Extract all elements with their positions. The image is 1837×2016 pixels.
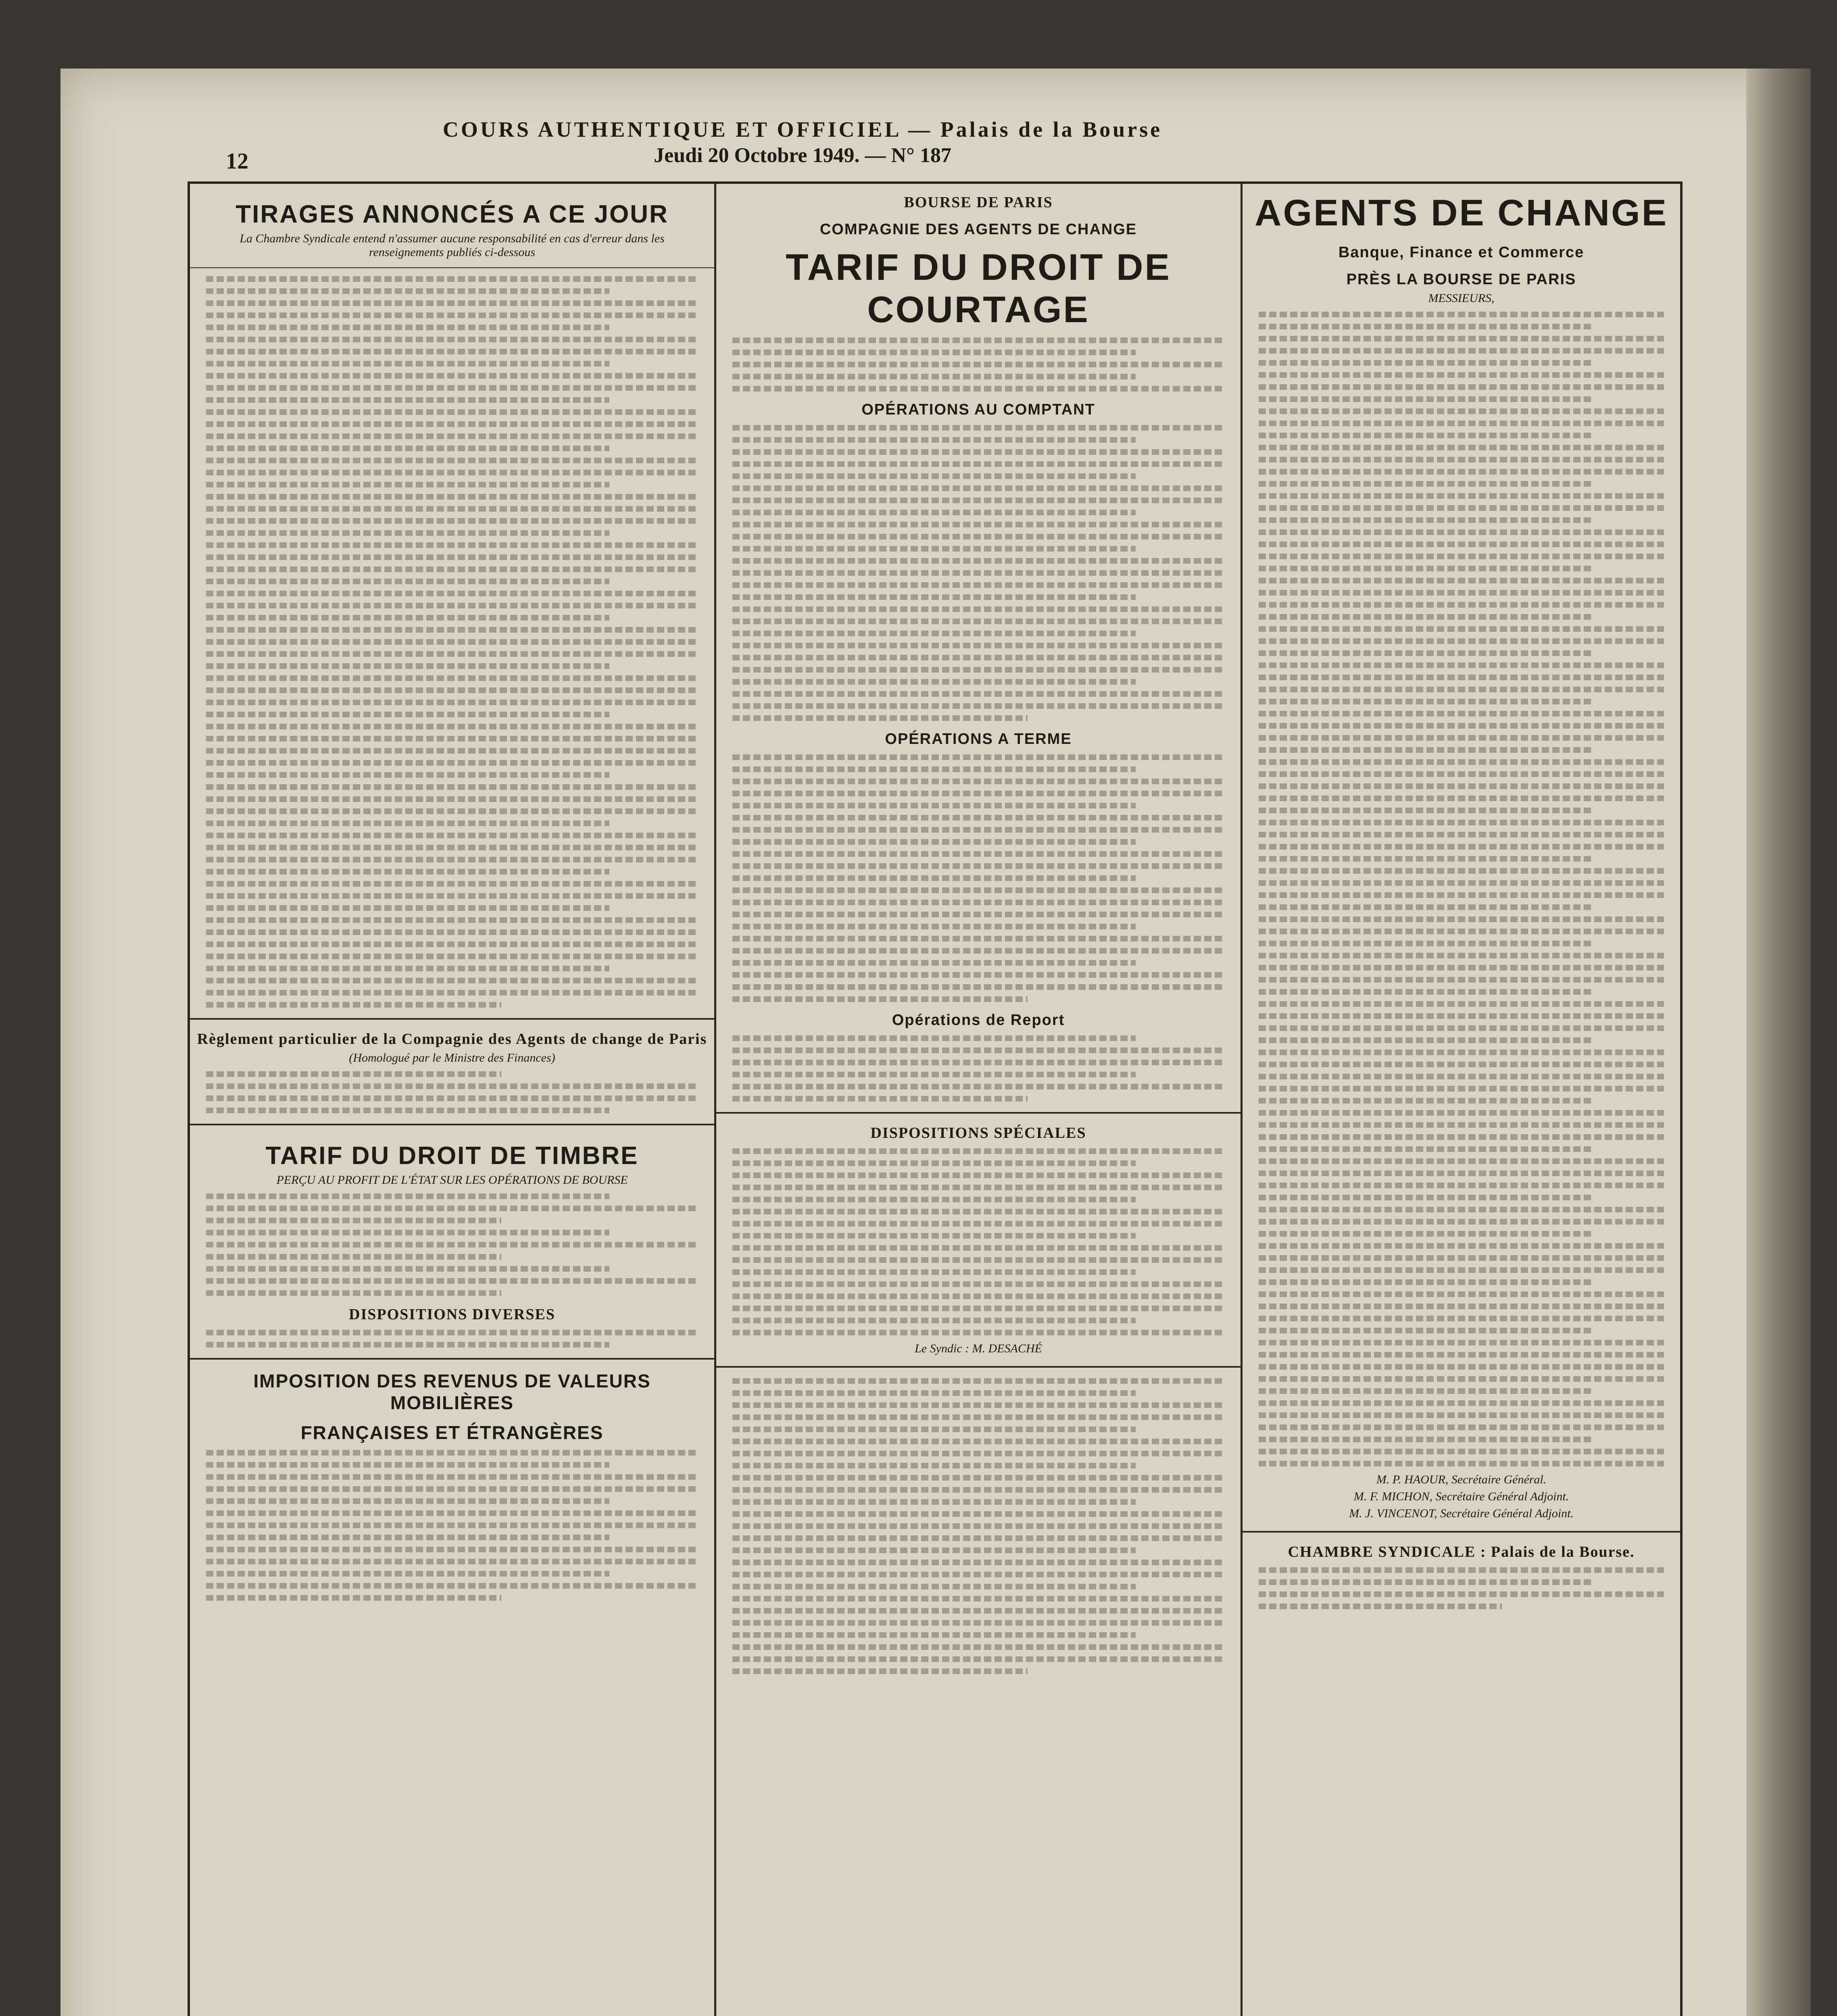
page-binding-edge [1746, 69, 1811, 2016]
imposition-title-line1: IMPOSITION DES REVENUS DE VALEURS MOBILIÈRES [253, 1370, 651, 1413]
reglement-subtitle: (Homologué par le Ministre des Finances) [349, 1051, 555, 1064]
agents-subtitle: Banque, Finance et Commerce [1338, 244, 1585, 261]
officer-adjoint-1: M. F. MICHON, Secrétaire Général Adjoint. [1353, 1490, 1569, 1503]
operations-terme-title: OPÉRATIONS A TERME [885, 731, 1072, 748]
left-column [190, 184, 716, 2016]
chambre-syndicale-placeholder [1259, 1567, 1664, 1609]
divider [190, 1124, 714, 1125]
tirages-note: La Chambre Syndicale entend n'assumer aucune responsabilité en cas d'erreur dans les renseignements publiés ci-dessous [240, 232, 665, 259]
divider [190, 1018, 714, 1020]
dispositions-diverses-title: DISPOSITIONS DIVERSES [349, 1306, 555, 1323]
courtage-title: TARIF DU DROIT DE COURTAGE [786, 247, 1171, 330]
divider [716, 1366, 1241, 1368]
agents-location: PRÈS LA BOURSE DE PARIS [1346, 271, 1576, 288]
report-text-placeholder [732, 1035, 1224, 1102]
messieurs-label: MESSIEURS, [1428, 292, 1495, 305]
bourse-title: BOURSE DE PARIS [904, 194, 1053, 211]
page-number: 12 [226, 149, 248, 174]
divider [190, 267, 714, 268]
terme-text-placeholder [732, 754, 1224, 1002]
divider [190, 1358, 714, 1360]
officer-secretaire-general: M. P. HAOUR, Secrétaire Général. [1376, 1473, 1547, 1486]
dispositions-speciales-title: DISPOSITIONS SPÉCIALES [870, 1125, 1086, 1141]
commission-text-placeholder [732, 1378, 1224, 1674]
content-frame [188, 181, 1683, 2016]
right-column [1243, 184, 1680, 2016]
syndic-signature: Le Syndic : M. DESACHÉ [915, 1342, 1042, 1355]
timbre-title: TARIF DU DROIT DE TIMBRE [265, 1142, 639, 1170]
middle-column [716, 184, 1243, 2016]
dispositions-speciales-placeholder [732, 1148, 1224, 1335]
timbre-subtitle: PERÇU AU PROFIT DE L'ÉTAT SUR LES OPÉRATIONS DE BOURSE [276, 1173, 628, 1187]
compagnie-title: COMPAGNIE DES AGENTS DE CHANGE [819, 221, 1137, 238]
operations-comptant-title: OPÉRATIONS AU COMPTANT [861, 401, 1095, 418]
imposition-text-placeholder [206, 1450, 698, 1601]
divider [1243, 1531, 1680, 1533]
courtage-intro-placeholder [732, 337, 1224, 392]
chambre-syndicale-title: CHAMBRE SYNDICALE : Palais de la Bourse. [1288, 1543, 1635, 1560]
reglement-title: Règlement particulier de la Compagnie des Agents de change de Paris [197, 1031, 707, 1048]
officer-adjoint-2: M. J. VINCENOT, Secrétaire Général Adjoint. [1349, 1507, 1574, 1520]
timbre-text-placeholder [206, 1193, 698, 1296]
masthead-date: Jeudi 20 Octobre 1949. — N° 187 [654, 144, 951, 167]
dispositions-diverses-placeholder [206, 1330, 698, 1347]
divider [716, 1112, 1241, 1114]
comptant-text-placeholder [732, 425, 1224, 721]
tirages-table-placeholder [206, 276, 698, 1008]
reglement-text-placeholder [206, 1071, 698, 1113]
tirages-title: TIRAGES ANNONCÉS A CE JOUR [236, 200, 669, 228]
masthead [218, 117, 1387, 167]
masthead-title: COURS AUTHENTIQUE ET OFFICIEL — Palais de la Bourse [442, 117, 1163, 142]
operations-report-title: Opérations de Report [892, 1012, 1065, 1029]
agents-title: AGENTS DE CHANGE [1255, 192, 1668, 233]
agents-list-placeholder [1259, 312, 1664, 1466]
imposition-title-line2: FRANÇAISES ET ÉTRANGÈRES [300, 1422, 604, 1443]
